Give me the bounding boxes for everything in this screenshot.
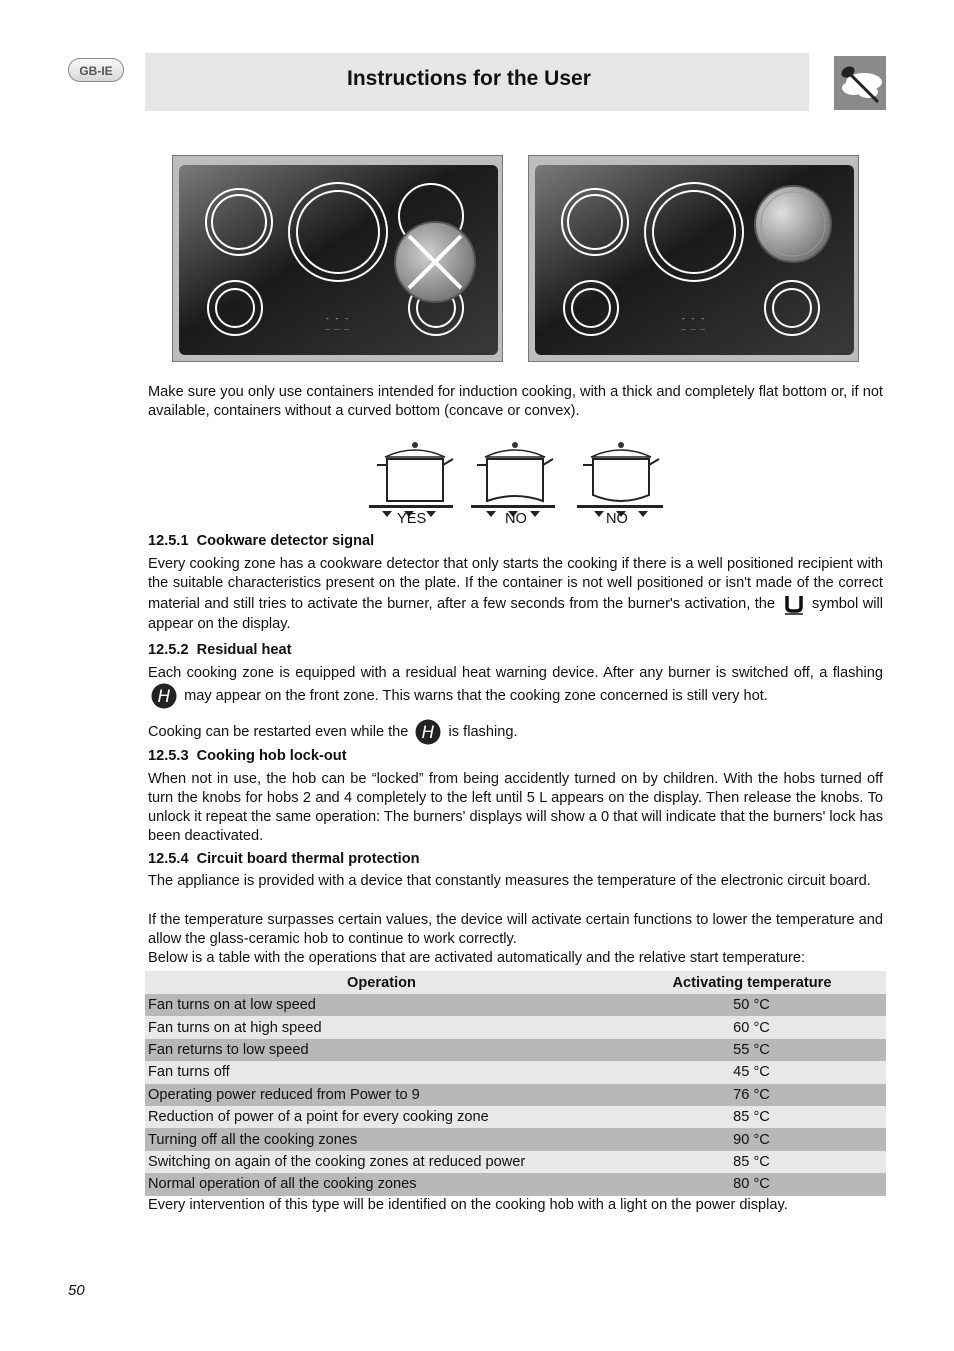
temperature-cell: 85 °C: [618, 1106, 886, 1128]
u-symbol-icon: [783, 593, 805, 615]
table-row: [145, 1128, 886, 1150]
table-row: [145, 994, 886, 1016]
thermal-operations-table: [145, 971, 886, 1196]
operation-cell: Operating power reduced from Power to 9: [145, 1084, 618, 1106]
section-text-cookware-detector: Every cooking zone has a cookware detector that only starts the cooking if there is a well positioned recipient with the suitable characteristics present on the plate. If the container is not well positioned or isn't made of the correct material and still tries to activate the burner, after a few seconds from the burner's activation, the symbol will appear on the display.: [148, 556, 884, 632]
section-text-residual-heat: Each cooking zone is equipped with a residual heat warning device. After any burner is switched off, a flashing H may appear on the front zone. This warns that the cooking zone concerned is still very hot.: [148, 665, 883, 707]
operation-cell: Fan returns to low speed: [145, 1039, 618, 1061]
temperature-cell: 76 °C: [618, 1084, 886, 1106]
operation-cell: Fan turns on at high speed: [145, 1016, 618, 1038]
header-bar: [145, 53, 809, 111]
table-row: [145, 1173, 886, 1195]
hob-illustration-wrong: [172, 155, 503, 362]
column-header-operation: Operation: [145, 971, 618, 994]
table-row: [145, 1151, 886, 1173]
table-row: [145, 1084, 886, 1106]
section-heading-thermal-protection: 12.5.4 Circuit board thermal protection: [148, 851, 420, 867]
pot-label-yes: YES: [397, 511, 427, 527]
svg-text:_ _ _: _ _ _: [325, 321, 350, 330]
temperature-cell: 85 °C: [618, 1151, 886, 1173]
operation-cell: Reduction of power of a point for every cooking zone: [145, 1106, 618, 1128]
svg-text:H: H: [157, 687, 171, 707]
section-text-thermal-p3: Below is a table with the operations that are activated automatically and the relative start temperature:: [148, 950, 806, 966]
chef-hat-spoon-icon: [834, 56, 886, 110]
temperature-cell: 60 °C: [618, 1016, 886, 1038]
temperature-cell: 80 °C: [618, 1173, 886, 1195]
footer-note: Every intervention of this type will be identified on the cooking hob with a light on the power display.: [148, 1197, 788, 1213]
section-text-residual-heat-2: Cooking can be restarted even while the H is flashing.: [148, 719, 883, 745]
temperature-cell: 45 °C: [618, 1061, 886, 1083]
table-row: [145, 1061, 886, 1083]
operation-cell: Turning off all the cooking zones: [145, 1128, 618, 1150]
language-badge: GB-IE: [68, 58, 124, 82]
section-text-lock-out: When not in use, the hob can be “locked” from being accidently turned on by children. With the hobs turned off turn the knobs for hobs 2 and 4 completely to the left until 5 L appears on the display. Then release the knobs. To unlock it repeat the same operation: The burners' displays will show a 0 that will indicate that the burners' lock has been deactivated.: [148, 771, 883, 844]
page-number: 50: [68, 1282, 85, 1299]
svg-text:H: H: [422, 723, 435, 743]
h-flashing-icon: [415, 719, 441, 745]
svg-text:_ _ _: _ _ _: [681, 321, 706, 330]
operation-cell: Switching on again of the cooking zones at reduced power: [145, 1151, 618, 1173]
table-header-row: [145, 971, 886, 994]
section-heading-residual-heat: 12.5.2 Residual heat: [148, 642, 292, 658]
section-text-thermal-p1: The appliance is provided with a device that constantly measures the temperature of the electronic circuit board.: [148, 873, 871, 889]
table-row: [145, 1106, 886, 1128]
pot-label-no-2: NO: [606, 511, 628, 527]
operation-cell: Normal operation of all the cooking zones: [145, 1173, 618, 1195]
temperature-cell: 50 °C: [618, 994, 886, 1016]
page-title: Instructions for the User: [347, 67, 591, 90]
svg-text:- - -: - - -: [681, 314, 706, 323]
temperature-cell: 55 °C: [618, 1039, 886, 1061]
intro-paragraph: Make sure you only use containers intended for induction cooking, with a thick and completely flat bottom or, if not available, containers without a curved bottom (concave or convex).: [148, 384, 883, 419]
section-heading-lock-out: 12.5.3 Cooking hob lock-out: [148, 748, 347, 764]
table-row: [145, 1039, 886, 1061]
operation-cell: Fan turns on at low speed: [145, 994, 618, 1016]
h-flashing-icon: [151, 683, 177, 709]
pot-convex-icon: [577, 442, 663, 517]
column-header-temperature: Activating temperature: [618, 971, 886, 994]
pot-correct-icon: [369, 442, 453, 517]
hob-illustration-correct: [528, 155, 859, 362]
table-row: [145, 1016, 886, 1038]
pot-label-no-1: NO: [505, 511, 527, 527]
section-heading-cookware-detector: 12.5.1 Cookware detector signal: [148, 533, 375, 549]
temperature-cell: 90 °C: [618, 1128, 886, 1150]
section-text-thermal-p2: If the temperature surpasses certain values, the device will activate certain functions to lower the temperature and allow the glass-ceramic hob to continue to work correctly.: [148, 912, 883, 947]
operation-cell: Fan turns off: [145, 1061, 618, 1083]
svg-text:- - -: - - -: [325, 314, 350, 323]
pot-concave-icon: [471, 442, 555, 517]
